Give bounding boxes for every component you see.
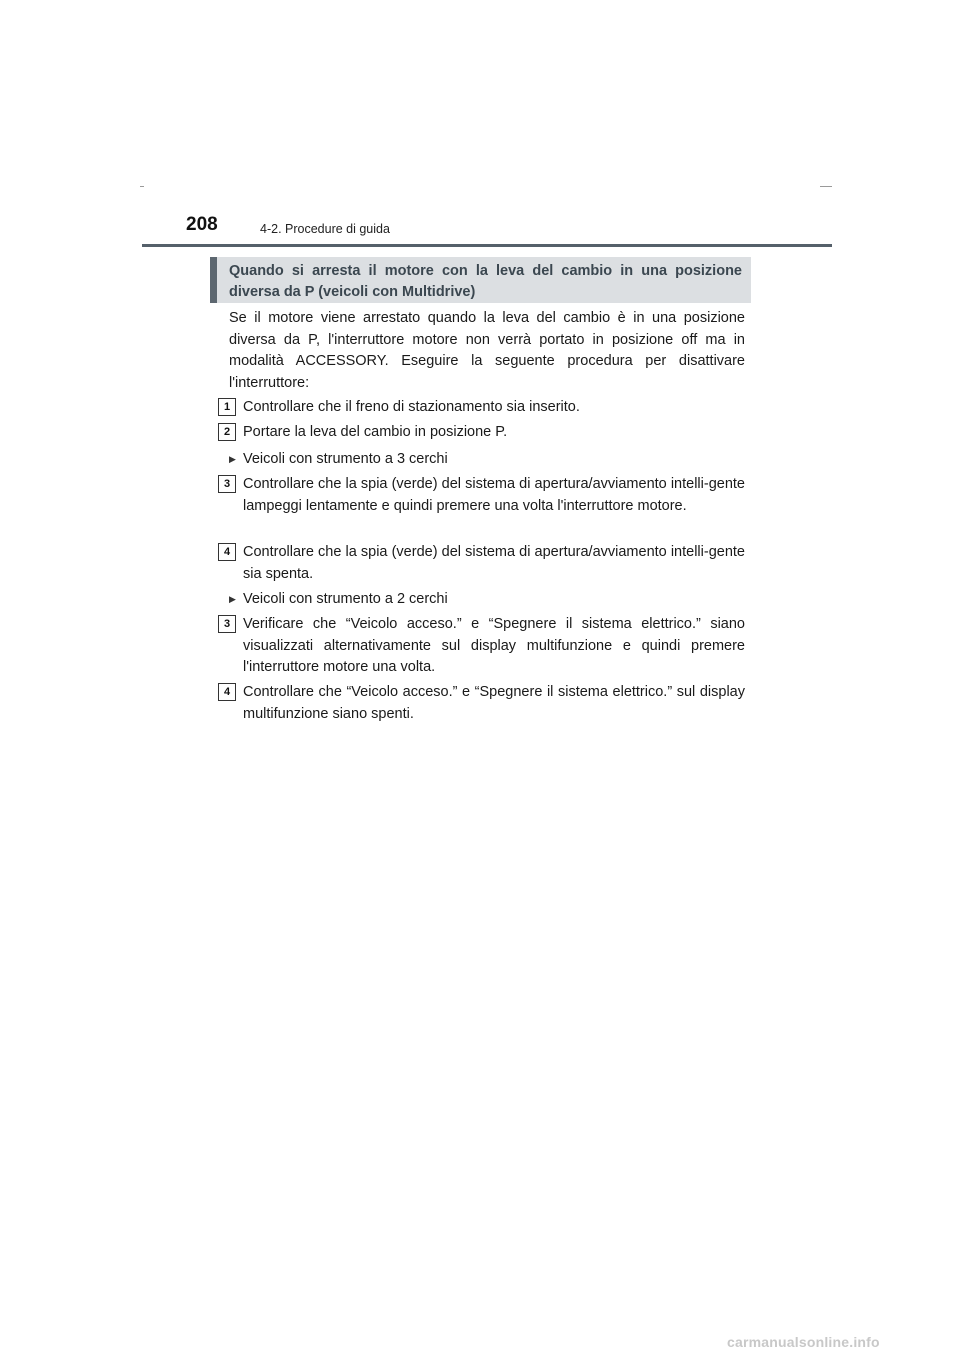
- watermark: carmanualsonline.info: [727, 1334, 880, 1350]
- step-text: Portare la leva del cambio in posizione P.: [243, 424, 508, 440]
- step-text: Controllare che il freno di stazionamento sia inserito.: [243, 399, 580, 415]
- step-text: Controllare che la spia (verde) del sistema di apertura/avviamento intelli-gente sia spenta.: [243, 544, 745, 582]
- step-number-badge: 4: [218, 683, 236, 701]
- crop-mark-right: [820, 186, 832, 187]
- step-text: Controllare che “Veicolo acceso.” e “Spegnere il sistema elettrico.” sul display multifunzione siano spenti.: [243, 684, 745, 722]
- triangle-right-icon: ▶: [229, 454, 236, 464]
- crop-mark-left: [140, 186, 144, 187]
- step-text: Verificare che “Veicolo acceso.” e “Spegnere il sistema elettrico.” siano visualizzati alternativamente sul display multifunzione e quindi premere l'interruttore motore una volta.: [243, 616, 745, 675]
- intro-paragraph: Se il motore viene arrestato quando la leva del cambio è in una posizione diversa da P, l'interruttore motore non verrà portato in posizione off ma in modalità ACCESSORY. Eseguire la seguente procedura per disattivare l'interruttore:: [229, 310, 745, 391]
- header-divider: [142, 244, 832, 247]
- triangle-right-icon: ▶: [229, 594, 236, 604]
- page-number: 208: [186, 214, 218, 235]
- section-title: 4-2. Procedure di guida: [260, 222, 390, 236]
- variant-label: ▶ Veicoli con strumento a 3 cerchi: [229, 449, 448, 471]
- variant-label: ▶ Veicoli con strumento a 2 cerchi: [229, 589, 448, 611]
- step-number-badge: 3: [218, 615, 236, 633]
- step-number-badge: 2: [218, 423, 236, 441]
- step-number-badge: 4: [218, 543, 236, 561]
- step-number-badge: 3: [218, 475, 236, 493]
- step-text: Controllare che la spia (verde) del sistema di apertura/avviamento intelli-gente lampeggi lentamente e quindi premere una volta l'interruttore motore.: [243, 476, 745, 514]
- box-heading: Quando si arresta il motore con la leva del cambio in una posizione diversa da P (veicoli con Multidrive): [210, 257, 751, 303]
- step-number-badge: 1: [218, 398, 236, 416]
